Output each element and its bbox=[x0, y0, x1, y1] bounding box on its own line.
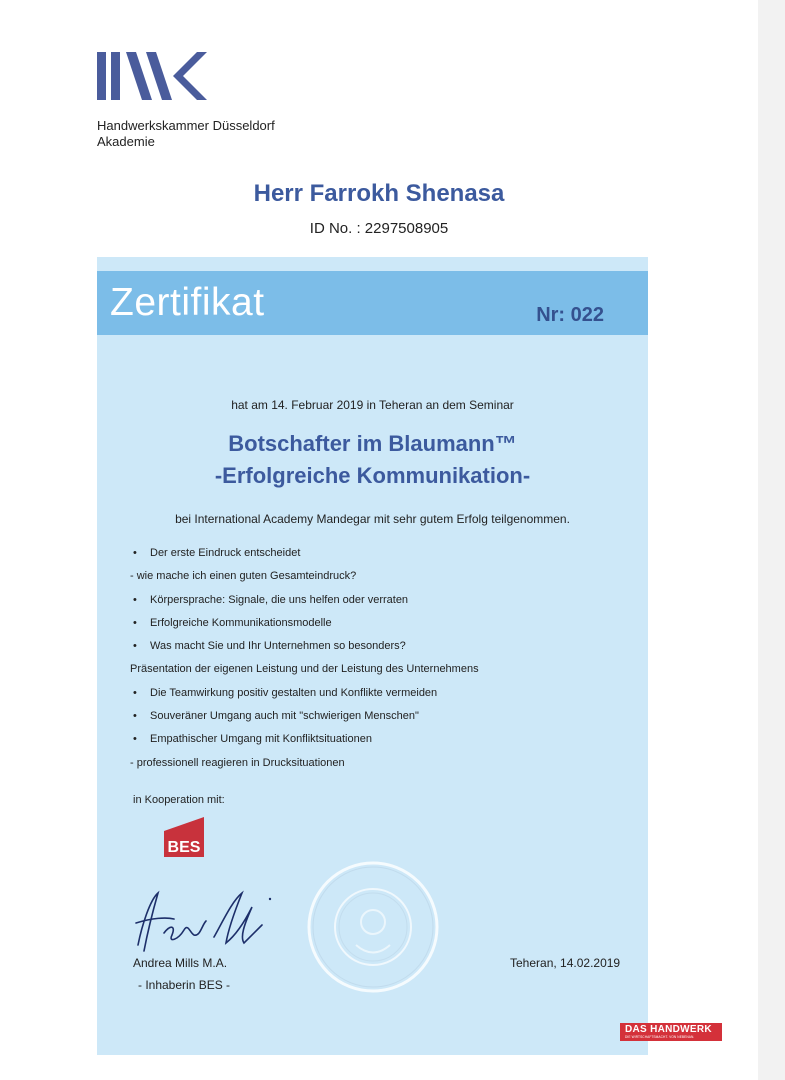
topic-item: • Erfolgreiche Kommunikationsmodelle bbox=[130, 612, 630, 635]
das-handwerk-badge bbox=[620, 1023, 722, 1041]
intro-text: hat am 14. Februar 2019 in Teheran an dem Seminar bbox=[231, 398, 514, 412]
hwk-logo bbox=[97, 52, 207, 102]
cooperation-label: in Kooperation mit: bbox=[133, 794, 225, 806]
topic-item: - wie mache ich einen guten Gesamteindruck? bbox=[130, 570, 357, 583]
topic-item: • Was macht Sie und Ihr Unternehmen so besonders? bbox=[130, 635, 630, 658]
badge-sub-text: DIE WIRTSCHAFTSMACHT. VON NEBENAN. bbox=[625, 1035, 695, 1039]
topic-item: • Die Teamwirkung positiv gestalten und Konflikte vermeiden bbox=[130, 682, 630, 705]
signature bbox=[128, 885, 288, 955]
signer-name: Andrea Mills M.A. bbox=[133, 956, 228, 970]
organization-name bbox=[97, 118, 275, 150]
bes-logo bbox=[164, 817, 204, 857]
certificate-banner bbox=[97, 271, 648, 335]
certificate-title: Zertifikat bbox=[110, 281, 265, 324]
topic-list bbox=[130, 542, 630, 775]
org-line-1: Handwerkskammer Düsseldorf bbox=[97, 118, 275, 133]
seminar-title-line-2: -Erfolgreiche Kommunikation- bbox=[214, 463, 531, 488]
bes-logo-text: BES bbox=[167, 839, 201, 856]
badge-main-text: DAS HANDWERK bbox=[625, 1024, 712, 1035]
seminar-title bbox=[97, 428, 648, 492]
topic-item: • Körpersprache: Signale, die uns helfen oder verraten bbox=[130, 589, 630, 612]
recipient-name: Herr Farrokh Shenasa bbox=[253, 180, 505, 207]
outro-text: bei International Academy Mandegar mit sehr gutem Erfolg teilgenommen. bbox=[175, 512, 570, 526]
scan-edge bbox=[758, 0, 785, 1080]
topic-item: • Souveräner Umgang auch mit "schwierigen Menschen" bbox=[130, 705, 630, 728]
topic-item: • Der erste Eindruck entscheidet bbox=[130, 542, 630, 565]
recipient-id: ID No. : 2297508905 bbox=[309, 220, 449, 237]
signer-role: - Inhaberin BES - bbox=[138, 978, 231, 992]
certificate-number: Nr: 022 bbox=[536, 304, 604, 326]
embossed-seal bbox=[306, 860, 441, 995]
place-date: Teheran, 14.02.2019 bbox=[510, 956, 621, 970]
org-line-2: Akademie bbox=[97, 134, 155, 149]
topic-item: • Empathischer Umgang mit Konfliktsituationen bbox=[130, 728, 630, 751]
seminar-title-line-1: Botschafter im Blaumann™ bbox=[228, 431, 517, 456]
topic-item: Präsentation der eigenen Leistung und der Leistung des Unternehmens bbox=[130, 663, 479, 676]
topic-item: - professionell reagieren in Drucksituationen bbox=[130, 756, 345, 769]
